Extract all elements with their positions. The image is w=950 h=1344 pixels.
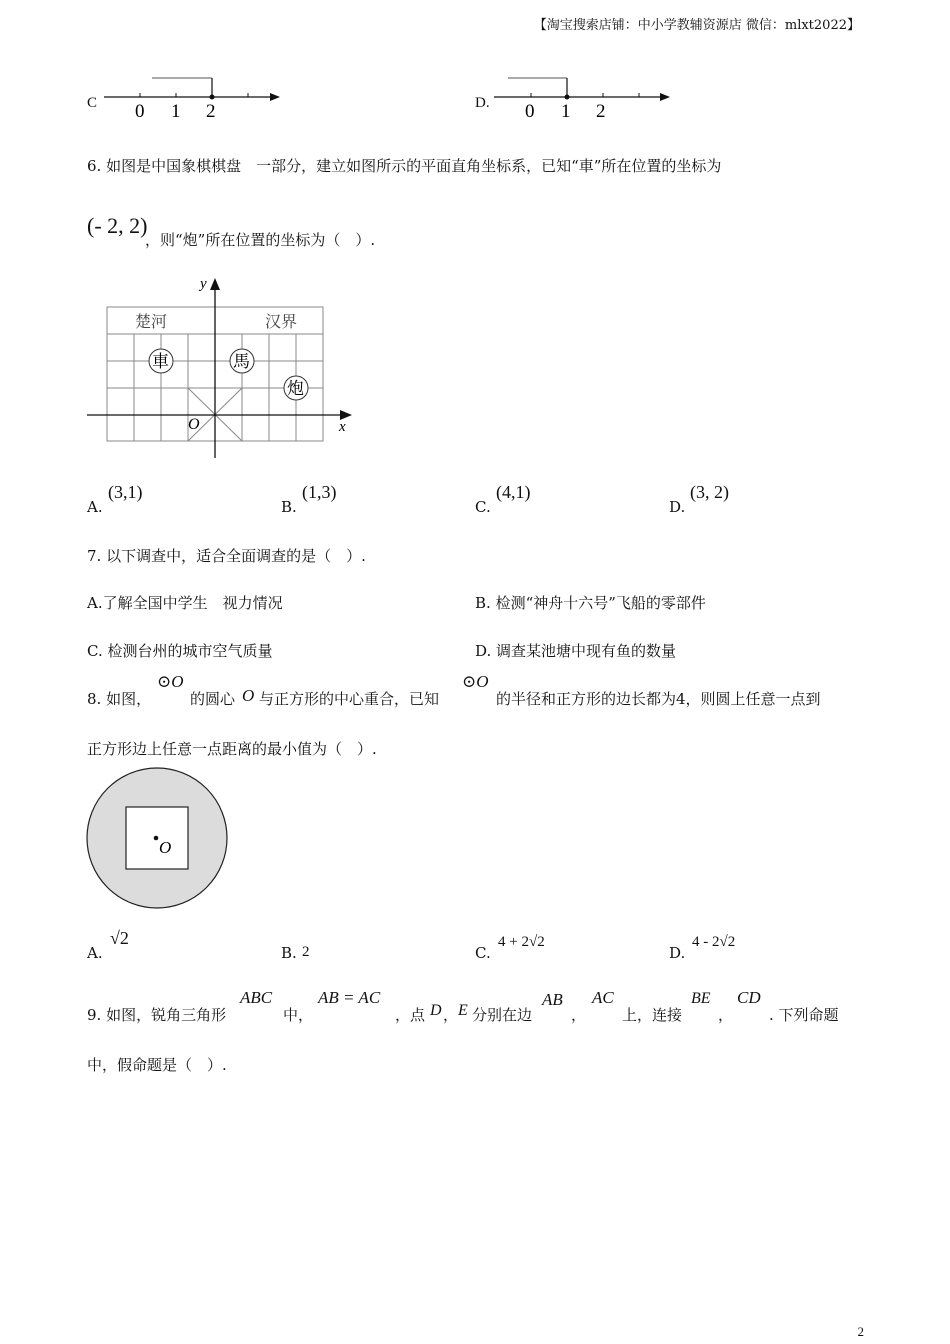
q9-side-ab: AB [542, 990, 563, 1009]
q9-triangle-abc: ABC [240, 988, 273, 1007]
q9-text-zhong: 中， [283, 1006, 314, 1024]
q8-figure-center-label: O [159, 838, 172, 857]
q6-option-b-label: B. [281, 498, 297, 516]
q8-circle-symbol-1: ⊙O [157, 672, 184, 691]
q8-option-c-value: 4 + 2√2 [498, 934, 545, 950]
q9-comma-2: ， [571, 1006, 587, 1024]
q9-comma-1: ， [443, 1006, 459, 1024]
q5-c-tick-0: 0 [135, 101, 145, 122]
q6-chessboard-figure [82, 268, 362, 463]
q9-stem-prefix: 9. 如图，锐角三角形 [87, 1006, 227, 1024]
q6-stem-line2: ，则“炮”所在位置的坐标为（ ）. [145, 231, 376, 249]
q5-option-c-numberline [100, 72, 290, 122]
q9-text-dian: ，点 [395, 1006, 426, 1024]
q6-option-c-label: C. [475, 498, 491, 516]
q7-option-a-label: A. [87, 594, 103, 612]
q5-d-tick-2: 2 [596, 101, 606, 122]
q8-option-c-label: C. [475, 944, 491, 962]
q5-option-d-numberline [490, 72, 680, 122]
q6-piece-ma: 馬 [233, 352, 250, 371]
q8-option-d-label: D. [669, 944, 686, 962]
q6-option-d-value: (3, 2) [690, 482, 729, 502]
q8-stem-mid2: 与正方形的中心重合，已知 [259, 690, 440, 708]
q9-point-d: D [430, 1002, 442, 1019]
q7-option-c [87, 640, 273, 661]
page-number: 2 [857, 1324, 864, 1339]
q8-stem-prefix: 8. 如图， [87, 690, 152, 708]
q9-comma-3: ， [718, 1006, 734, 1024]
q7-option-a-text: 了解全国中学生 视力情况 [102, 594, 283, 612]
q9-text-lianjie: 上，连接 [622, 1006, 683, 1024]
q5-option-d-label: D. [475, 95, 490, 111]
q9-text-tail: . 下列命题 [769, 1006, 839, 1024]
q5-c-tick-1: 1 [171, 101, 181, 122]
q9-equation: AB = AC [318, 988, 381, 1007]
q9-text-fenbie: 分别在边 [472, 1006, 533, 1024]
q6-option-c-value: (4,1) [496, 482, 531, 502]
q7-option-c-text: 检测台州的城市空气质量 [107, 642, 273, 660]
q8-circle-symbol-2: ⊙O [462, 672, 489, 691]
q6-origin-label: O [188, 416, 200, 433]
q7-option-b-label: B. [475, 594, 491, 612]
page-header: 【淘宝搜索店铺：中小学教辅资源店 微信：mlxt2022】 [533, 18, 860, 33]
q9-point-e: E [458, 1002, 468, 1019]
q8-stem-mid3: 的半径和正方形的边长都为4，则圆上任意一点到 [496, 690, 821, 708]
q9-side-ac: AC [592, 988, 614, 1007]
q6-axis-y-label: y [200, 276, 207, 292]
q7-stem: 7. 以下调查中，适合全面调查的是（ ）. [87, 547, 366, 565]
q8-option-b-value: 2 [302, 944, 310, 960]
q6-stem-line1: 6. 如图是中国象棋棋盘 一部分，建立如图所示的平面直角坐标系，已知“車”所在位置的坐标为 [87, 157, 722, 175]
q6-piece-che: 車 [152, 352, 169, 371]
q8-option-a-label: A. [87, 944, 103, 962]
q6-axis-x-label: x [339, 419, 346, 435]
q9-segment-be: BE [691, 990, 711, 1007]
q7-option-c-label: C. [87, 642, 103, 660]
q8-stem-line2: 正方形边上任意一点距离的最小值为（ ）. [87, 740, 377, 758]
q5-d-tick-1: 1 [561, 101, 571, 122]
q7-option-b-text: 检测“神舟十六号”飞船的零部件 [495, 594, 706, 612]
q6-given-coord: (- 2, 2) [87, 213, 148, 238]
q5-option-c-label: C [87, 95, 98, 111]
q8-center-letter: O [242, 686, 255, 705]
q8-option-b-label: B. [281, 944, 297, 962]
q6-option-a-value: (3,1) [108, 482, 143, 502]
q5-d-tick-0: 0 [525, 101, 535, 122]
q7-option-d-text: 调查某池塘中现有鱼的数量 [496, 642, 677, 660]
q6-option-b-value: (1,3) [302, 482, 337, 502]
q7-option-a [87, 592, 283, 613]
q6-option-a-label: A. [87, 498, 103, 516]
q5-c-tick-2: 2 [206, 101, 216, 122]
q6-piece-pao: 炮 [287, 379, 304, 398]
q6-option-d-label: D. [669, 498, 686, 516]
q8-option-a-value: √2 [110, 928, 129, 948]
q6-river-left: 楚河 [135, 314, 168, 331]
q6-river-right: 汉界 [265, 314, 298, 331]
q8-stem-mid1: 的圆心 [190, 690, 236, 708]
q9-stem-line2: 中，假命题是（ ）. [87, 1056, 227, 1074]
q7-option-b [475, 592, 706, 613]
q8-option-d-value: 4 - 2√2 [692, 934, 736, 950]
q9-segment-cd: CD [737, 988, 761, 1007]
q7-option-d-label: D. [475, 642, 492, 660]
q7-option-d [475, 640, 676, 661]
q8-circle-square-figure [84, 767, 232, 913]
